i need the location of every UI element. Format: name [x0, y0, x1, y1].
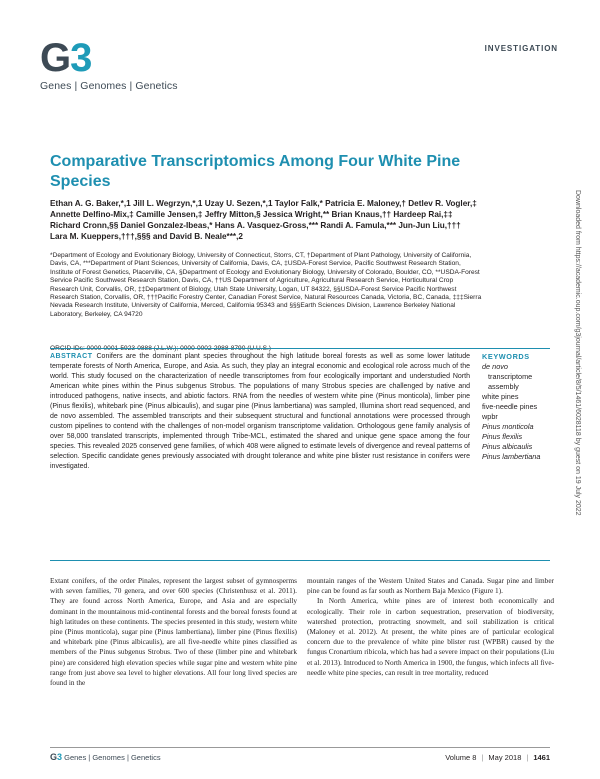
keywords-heading: KEYWORDS — [482, 352, 530, 361]
download-note: Downloaded from https://academic.oup.com/g3journal/article/8/5/1461/6028118 by guest on 19 July 2022 — [574, 190, 581, 516]
keyword: wpbr — [482, 412, 498, 421]
keyword: white pines — [482, 392, 519, 401]
footer-logo: G3 — [50, 752, 63, 762]
abstract — [50, 352, 470, 472]
keyword: Pinus monticola — [482, 422, 534, 431]
footer-date: May 2018 — [488, 753, 522, 762]
abstract-text: Conifers are the dominant plant species throughout the high latitude boreal forests as well as some lower latitude temperate forests of North America, Europe, and Asia. As such, they play an integral economic and ecological role across much of the world. This study focused on the characterization of needle transcriptomes from four ecologically important and understudied North American white pines within the Pinus subgenus Strobus. The populations of many Strobus species are challenged by native and introduced pathogens, native insects, and abiotic factors. RNA from the needles of western white pine (Pinus monticola), limber pine (Pinus flexilis), whitebark pine (Pinus albicaulis), and sugar pine (Pinus lambertiana) was sampled, Illumina short read sequenced, and de novo assembled. The assembled transcripts and their subsequent structural and functional annotations were processed through custom pipelines to contend with the challenges of non-model organism transcriptome validation. Orthologous gene family analysis of over 58,000 translated transcripts, implemented through Tribe-MCL, estimated the shared and unique gene space among the four species. This revealed 2025 conserved gene families, of which 408 were aligned to estimate levels of divergence and reveal patterns of selection. Specific candidate genes previously associated with drought tolerance and white pine blister rust resistance in conifers were investigated. — [50, 353, 470, 470]
abstract-top-rule — [50, 348, 550, 349]
affiliations: *Department of Ecology and Evolutionary Biology, University of Connecticut, Storrs, CT, †Department of Plant Pathology, University of California, Davis, CA, ***Department of Plant Sciences, University of California, Davis, CA, ‡USDA-Forest Service, Pacific Southwest Research Station, Institute of Forest Genetics, Placerville, CA, §Department of Ecology and Evolutionary Biology, University of Colorado, Boulder, CO, **USDA-Forest Service Pacific Southwest Research Station, Davis, CA, ††US Department of Agriculture, Agricultural Research Service, Horticultural Crop Research Unit, Corvallis, OR, ‡‡Department of Biology, Utah State University, Logan, UT 84322, §§USDA-Forest Service Pacific Northwest Research Station, Corvallis, OR, †††Pacific Forestry Center, Canadian Forest Service, Natural Resources Canada, Victoria, BC, Canada, ‡‡‡Sierra Nevada Research Institute, University of California, Merced, California 95343 and §§§Earth Sciences Division, Lawrence Berkeley National Laboratory, Berkeley, CA 94720 — [50, 252, 482, 318]
footer-page-number: 1461 — [533, 753, 550, 762]
logo-subtitle: Genes | Genomes | Genetics — [40, 80, 178, 92]
body-paragraph: In North America, white pines are of interest both economically and ecologically. Their role in carbon sequestration, preservation of biodiversity, watershed protection, protracting snowmelt, and soil stabilization is critical (Maloney et al. 2012). At present, the white pines are of particular ecological concern due to the prevalence of white pine blister rust (WPBR) caused by the fungus Cronartium ribicola, which has had a severe impact on their populations (Liu et al. 2013). Introduced to North America in 1900, the fungus, which infects all five-needle white pine species, can result in tree mortality, reduced — [307, 596, 554, 677]
article-title: Comparative Transcriptomics Among Four White Pine Species — [50, 153, 461, 190]
keyword: five-needle pines — [482, 402, 538, 411]
author-list: Ethan A. G. Baker,*,1 Jill L. Wegrzyn,*,1 Uzay U. Sezen,*,1 Taylor Falk,* Patricia E. Maloney,† Detlev R. Vogler,‡ Annette Delfino-Mix,‡ Camille Jensen,‡ Jeffry Mitton,§ Jessica Wright,** Brian Knaus,†† Hardeep Rai,‡‡ Richard Cronn,§§ Daniel Gonzalez-Ibeas,* Hans A. Vasquez-Gross,*** Randi A. Famula,*** Jun-Jun Liu,††† Lara M. Kueppers,†††,§§§ and David B. Neale***,2 — [50, 199, 477, 241]
footer-meta: Volume 8 | May 2018 | 1461 — [445, 753, 550, 762]
footer-journal-name: Genes | Genomes | Genetics — [64, 753, 161, 762]
footer-journal — [50, 752, 161, 762]
body-paragraph: mountain ranges of the Western United States and Canada. Sugar pine and limber pine can be found as far south as Northern Baja Mexico (Figure 1). — [307, 576, 554, 596]
footer-rule — [50, 747, 550, 748]
body-column-left — [50, 576, 297, 688]
logo-mark: G3 — [40, 36, 92, 80]
keywords-panel — [482, 352, 562, 462]
keyword: Pinus flexilis — [482, 432, 523, 441]
keyword: Pinus lambertiana — [482, 452, 541, 461]
keyword: de novo — [482, 362, 508, 371]
download-watermark — [570, 190, 584, 610]
footer-volume: Volume 8 — [445, 753, 477, 762]
keyword: transcriptome — [488, 372, 533, 381]
keyword: assembly — [488, 382, 519, 391]
abstract-bottom-rule — [50, 560, 550, 561]
section-label: INVESTIGATION — [484, 44, 558, 53]
body-paragraph: Extant conifers, of the order Pinales, represent the largest subset of gymnosperms with seven families, 70 genera, and over 600 species (Christenhusz et al. 2011). They are found across North America, Europe, and Asia and are especially dominant in the mountainous mid-continental forests and the boreal forests found at high latitudes on these continents. The species presented in this study, western white pine (Pinus monticola), sugar pine (Pinus lambertiana), limber pine (Pinus flexilis) and whitebark pine (Pinus albicaulis), are all five-needle white pines classified as members of the Pinus subgenus Strobus. Two of these (limber pine and whitebark pine) are considered high elevation species while sugar pine and western white pine range from just above sea level to higher elevations. All four long lived species are found in the — [50, 576, 297, 688]
journal-logo — [40, 38, 178, 92]
body-column-right — [307, 576, 554, 678]
orcid-ids: ORCID IDs: 0000-0001-5923-0888 (J.L.W.); 0000-0002-2988-8790 (U.U.S.) — [50, 345, 272, 352]
keyword: Pinus albicaulis — [482, 442, 533, 451]
abstract-heading: ABSTRACT — [50, 353, 93, 360]
